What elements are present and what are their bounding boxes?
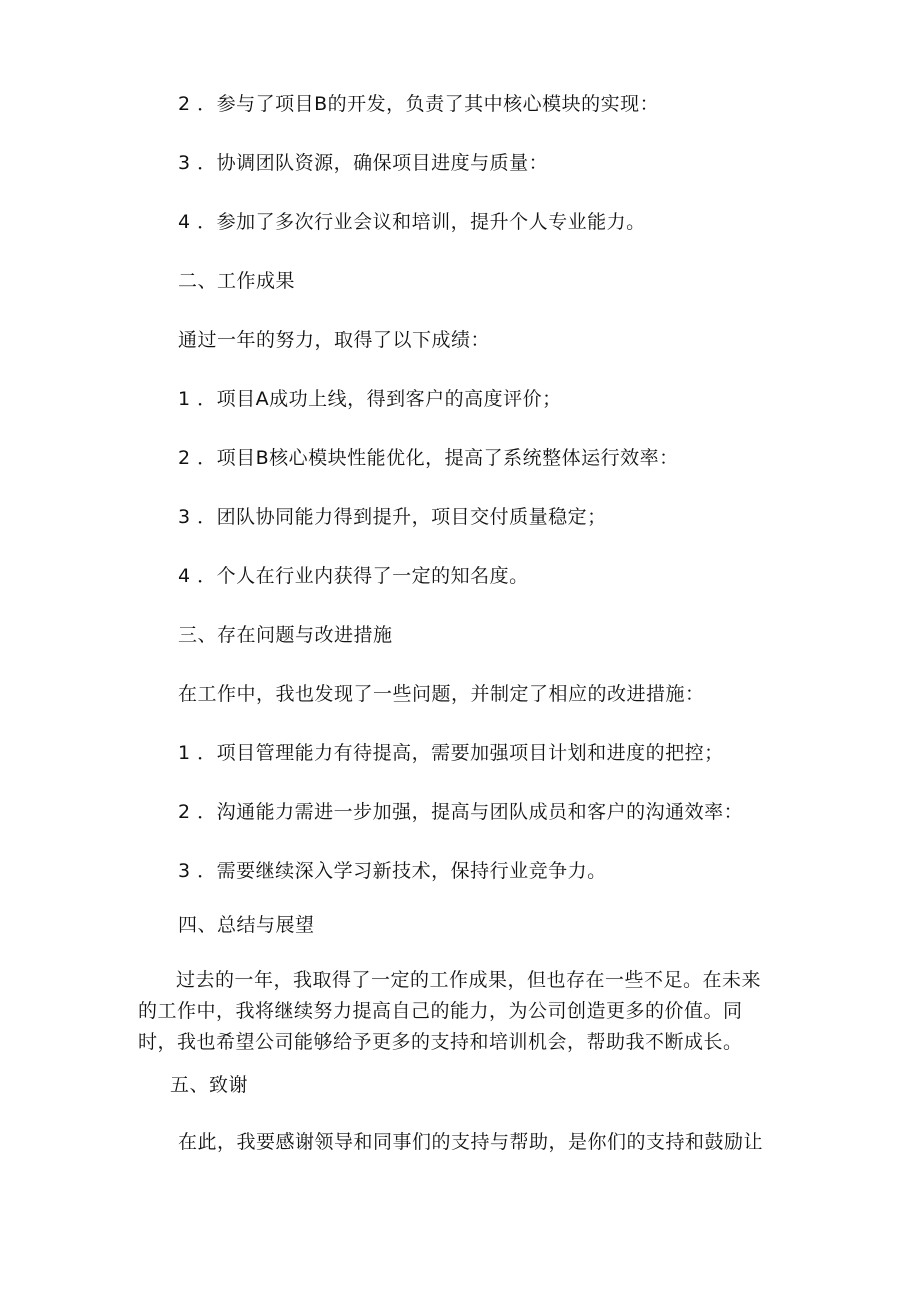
section-heading-thanks: 五、致谢: [170, 1074, 249, 1096]
list-item-coordinate-resources: 3 ．协调团队资源，确保项目进度与质量：: [178, 152, 549, 174]
achievement-item-1: 1 ．项目A成功上线，得到客户的高度评价；: [178, 388, 562, 410]
section-heading-achievements: 二、工作成果: [178, 270, 296, 292]
thanks-paragraph-line: 在此，我要感谢领导和同事们的支持与帮助，是你们的支持和鼓励让: [178, 1131, 764, 1153]
problems-intro: 在工作中，我也发现了一些问题，并制定了相应的改进措施：: [178, 683, 705, 705]
section-heading-summary: 四、总结与展望: [178, 914, 315, 936]
list-item-industry-training: 4 ．参加了多次行业会议和培训，提升个人专业能力。: [178, 211, 646, 233]
list-item-project-b: 2 ．参与了项目B的开发，负责了其中核心模块的实现：: [178, 93, 660, 115]
summary-line-3: 时，我也希望公司能够给予更多的支持和培训机会，帮助我不断成长。: [138, 1031, 743, 1053]
problem-item-3: 3 ．需要继续深入学习新技术，保持行业竞争力。: [178, 860, 607, 882]
achievements-intro: 通过一年的努力，取得了以下成绩：: [178, 329, 491, 351]
summary-paragraph: [138, 965, 788, 1058]
achievement-item-4: 4 ．个人在行业内获得了一定的知名度。: [178, 565, 529, 587]
achievement-item-2: 2 ．项目B核心模块性能优化，提高了系统整体运行效率：: [178, 447, 679, 469]
problem-item-1: 1 ．项目管理能力有待提高，需要加强项目计划和进度的把控；: [178, 742, 724, 764]
section-heading-problems: 三、存在问题与改进措施: [178, 624, 393, 646]
problem-item-2: 2 ．沟通能力需进一步加强，提高与团队成员和客户的沟通效率：: [178, 801, 744, 823]
achievement-item-3: 3 ．团队协同能力得到提升，项目交付质量稳定；: [178, 506, 607, 528]
summary-line-2: 的工作中，我将继续努力提高自己的能力，为公司创造更多的价值。同: [138, 1000, 743, 1022]
summary-line-1: 过去的一年，我取得了一定的工作成果，但也存在一些不足。在未来: [176, 969, 762, 991]
